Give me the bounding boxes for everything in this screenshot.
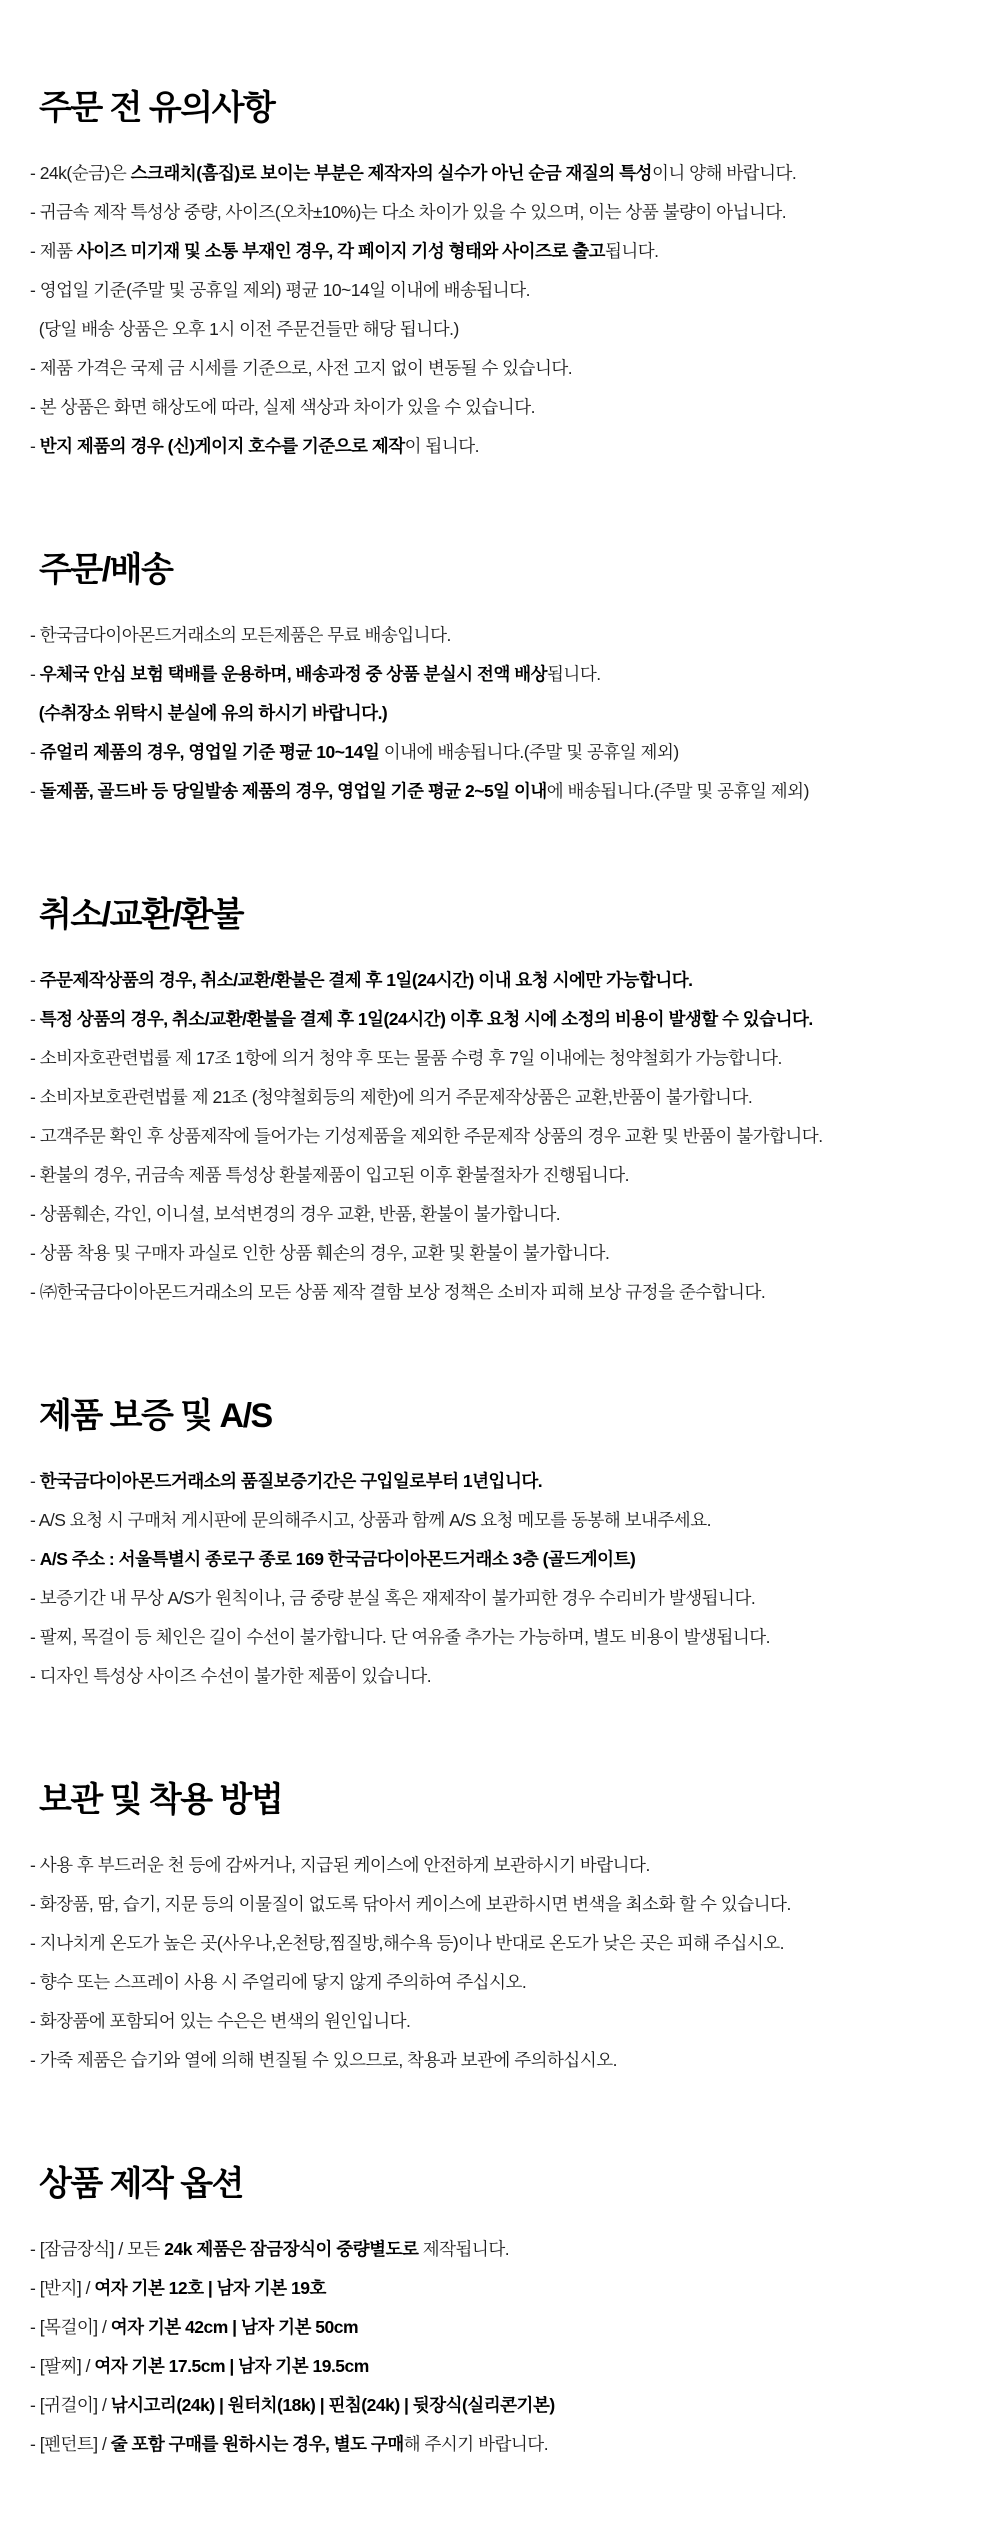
notice-line [30, 1462, 982, 1501]
notice-text: - A/S 요청 시 구매처 게시판에 문의해주시고, 상품과 함께 A/S 요청 메모를 동봉해 보내주세요. [30, 1510, 711, 1530]
notice-text-bold: 여자 기본 42cm | 남자 기본 50cm [110, 2317, 359, 2337]
notice-line [30, 961, 982, 1000]
notice-line [30, 1117, 982, 1156]
notice-text: - 한국금다이아몬드거래소의 모든제품은 무료 배송입니다. [30, 625, 451, 645]
notice-text: - [목걸이] / [30, 2317, 111, 2337]
notice-text: - 상품 착용 및 구매자 과실로 인한 상품 훼손의 경우, 교환 및 환불이 불가합니다. [30, 1243, 610, 1263]
notice-text: - [30, 1471, 40, 1491]
notice-text-bold: 낚시고리(24k) | 원터치(18k) | 핀침(24k) | 뒷장식(실리콘기본) [110, 2395, 555, 2415]
notice-text: - 본 상품은 화면 해상도에 따라, 실제 색상과 차이가 있을 수 있습니다. [30, 397, 535, 417]
notice-text: - 소비자호관련법률 제 17조 1항에 의거 청약 후 또는 물품 수령 후 7일 이내에는 청약철회가 가능합니다. [30, 1048, 782, 1068]
notice-text: - [펜던트] / [30, 2434, 111, 2454]
notice-line [30, 2230, 982, 2269]
notice-section [30, 88, 982, 466]
notice-text: - [반지] / [30, 2278, 95, 2298]
notice-text: 해 주시기 바랍니다. [403, 2434, 549, 2454]
notice-text: - 가죽 제품은 습기와 열에 의해 변질될 수 있으므로, 착용과 보관에 주의하십시오. [30, 2050, 617, 2070]
notice-text-bold: 24k 제품은 잠금장식이 중량별도로 [164, 2239, 419, 2259]
notice-section [30, 895, 982, 1312]
notice-line [30, 2308, 982, 2347]
notice-text: - 보증기간 내 무상 A/S가 원칙이나, 금 중량 분실 혹은 재제작이 불가피한 경우 수리비가 발생됩니다. [30, 1588, 756, 1608]
notice-line [30, 1078, 982, 1117]
section-title: 주문/배송 [39, 551, 173, 589]
notice-text: - [30, 742, 40, 762]
notice-section [30, 1780, 982, 2080]
section-title: 취소/교환/환불 [39, 896, 243, 934]
notice-text-bold: 줄 포함 구매를 원하시는 경우, 별도 구매 [110, 2434, 404, 2454]
notice-text-bold: 사이즈 미기재 및 소통 부재인 경우, 각 페이지 기성 형태와 사이즈로 출고 [76, 241, 605, 261]
notice-text-bold: 한국금다이아몬드거래소의 품질보증기간은 구입일로부터 1년입니다. [39, 1471, 543, 1491]
notice-line [30, 772, 982, 811]
notice-line [30, 1885, 982, 1924]
notice-text: - 소비자보호관련법률 제 21조 (청약철회등의 제한)에 의거 주문제작상품은 교환,반품이 불가합니다. [30, 1087, 753, 1107]
notice-line [30, 1039, 982, 1078]
section-lines [30, 961, 982, 1312]
notice-line [30, 1000, 982, 1039]
notice-text-bold: 돌제품, 골드바 등 당일발송 제품의 경우, 영업일 기준 평균 2~5일 이내 [39, 781, 547, 801]
notice-text: 됩니다. [547, 664, 601, 684]
notice-line [30, 193, 982, 232]
notice-text: - 화장품에 포함되어 있는 수은은 변색의 원인입니다. [30, 2011, 411, 2031]
notice-line [30, 1195, 982, 1234]
notice-text: - [30, 781, 40, 801]
notice-line [30, 388, 982, 427]
section-lines [30, 1462, 982, 1696]
notice-text: 이내에 배송됩니다.(주말 및 공휴일 제외) [379, 742, 679, 762]
notice-line [30, 232, 982, 271]
notice-text: - [귀걸이] / [30, 2395, 111, 2415]
notice-text [30, 703, 39, 723]
notice-text: - 제품 가격은 국제 금 시세를 기준으로, 사전 고지 없이 변동될 수 있습니다. [30, 358, 573, 378]
notice-text: - 제품 [30, 241, 77, 261]
notice-text: - 영업일 기준(주말 및 공휴일 제외) 평균 10~14일 이내에 배송됩니다. [30, 280, 530, 300]
notice-line [30, 154, 982, 193]
notice-line [30, 1924, 982, 1963]
notice-text: - 귀금속 제작 특성상 중량, 사이즈(오차±10%)는 다소 차이가 있을 수 있으며, 이는 상품 불량이 아닙니다. [30, 202, 787, 222]
notice-line [30, 2386, 982, 2425]
notice-line [30, 2269, 982, 2308]
notice-line [30, 1156, 982, 1195]
notice-text: - [30, 436, 40, 456]
notice-text: - 상품훼손, 각인, 이니셜, 보석변경의 경우 교환, 반품, 환불이 불가합니다. [30, 1204, 561, 1224]
notice-section [30, 550, 982, 811]
notice-line [30, 1963, 982, 2002]
notice-text: - 24k(순금)은 [30, 163, 131, 183]
notice-text: - 팔찌, 목걸이 등 체인은 길이 수선이 불가합니다. 단 여유줄 추가는 가능하며, 별도 비용이 발생됩니다. [30, 1627, 771, 1647]
notice-text-bold: 여자 기본 17.5cm | 남자 기본 19.5cm [94, 2356, 369, 2376]
notice-text-bold: 주문제작상품의 경우, 취소/교환/환불은 결제 후 1일(24시간) 이내 요청 시에만 가능합니다. [39, 970, 693, 990]
notice-line [30, 427, 982, 466]
notice-text-bold: 쥬얼리 제품의 경우, 영업일 기준 평균 10~14일 [39, 742, 380, 762]
section-lines [30, 2230, 982, 2464]
notice-line [30, 2347, 982, 2386]
notice-line [30, 2425, 982, 2464]
notice-text: - ㈜한국금다이아몬드거래소의 모든 상품 제작 결함 보상 정책은 소비자 피해 보상 규정을 준수합니다. [30, 1282, 766, 1302]
notice-text: - 환불의 경우, 귀금속 제품 특성상 환불제품이 입고된 이후 환불절차가 진행됩니다. [30, 1165, 630, 1185]
notice-line [30, 310, 982, 349]
notice-text: 이니 양해 바랍니다. [651, 163, 797, 183]
notice-text: - [잠금장식] / 모든 [30, 2239, 165, 2259]
notice-text: - 고객주문 확인 후 상품제작에 들어가는 기성제품을 제외한 주문제작 상품의 경우 교환 및 반품이 불가합니다. [30, 1126, 823, 1146]
notice-line [30, 616, 982, 655]
notice-line [30, 271, 982, 310]
notice-line [30, 1618, 982, 1657]
notice-text: - 디자인 특성상 사이즈 수선이 불가한 제품이 있습니다. [30, 1666, 432, 1686]
section-lines [30, 616, 982, 811]
notice-text: - 화장품, 땀, 습기, 지문 등의 이물질이 없도록 닦아서 케이스에 보관하시면 변색을 최소화 할 수 있습니다. [30, 1894, 791, 1914]
notice-text: - [30, 664, 40, 684]
notice-line [30, 1540, 982, 1579]
notice-line [30, 1846, 982, 1885]
notice-text: 제작됩니다. [418, 2239, 510, 2259]
notice-text: 에 배송됩니다.(주말 및 공휴일 제외) [546, 781, 809, 801]
section-title: 제품 보증 및 A/S [39, 1397, 272, 1435]
notice-line [30, 349, 982, 388]
section-title: 상품 제작 옵션 [39, 2165, 243, 2203]
notice-text-bold: 여자 기본 12호 | 남자 기본 19호 [94, 2278, 326, 2298]
notice-text-bold: (수취장소 위탁시 분실에 유의 하시기 바랍니다.) [38, 703, 388, 723]
notice-section [30, 2164, 982, 2464]
section-title: 보관 및 착용 방법 [39, 1781, 283, 1819]
notice-line [30, 1273, 982, 1312]
notice-text: - [30, 1009, 40, 1029]
section-lines [30, 1846, 982, 2080]
notice-text: - [팔찌] / [30, 2356, 95, 2376]
notice-text-bold: 스크래치(흠집)로 보이는 부분은 제작자의 실수가 아닌 순금 재질의 특성 [130, 163, 652, 183]
notice-text: - [30, 970, 40, 990]
notice-text-bold: A/S 주소 : 서울특별시 종로구 종로 169 한국금다이아몬드거래소 3층 (골드게이트) [39, 1549, 636, 1569]
notice-text: 됩니다. [604, 241, 659, 261]
notice-line [30, 1501, 982, 1540]
notice-line [30, 1657, 982, 1696]
notice-text: 이 됩니다. [404, 436, 479, 456]
notice-section [30, 1396, 982, 1696]
notice-text-bold: 우체국 안심 보험 택배를 운용하며, 배송과정 중 상품 분실시 전액 배상 [39, 664, 548, 684]
notice-text: - 향수 또는 스프레이 사용 시 주얼리에 닿지 않게 주의하여 주십시오. [30, 1972, 527, 1992]
notice-line [30, 733, 982, 772]
notice-text: - 지나치게 온도가 높은 곳(사우나,온천탕,찜질방,해수욕 등)이나 반대로 온도가 낮은 곳은 피해 주십시오. [30, 1933, 785, 1953]
notice-line [30, 1579, 982, 1618]
notice-text-bold: 특정 상품의 경우, 취소/교환/환불을 결제 후 1일(24시간) 이후 요청 시에 소정의 비용이 발생할 수 있습니다. [39, 1009, 813, 1029]
notice-line [30, 655, 982, 694]
notice-line [30, 2041, 982, 2080]
notice-line [30, 1234, 982, 1273]
notice-text-bold: 반지 제품의 경우 (신)게이지 호수를 기준으로 제작 [39, 436, 405, 456]
notice-text: - 사용 후 부드러운 천 등에 감싸거나, 지급된 케이스에 안전하게 보관하시기 바랍니다. [30, 1855, 650, 1875]
section-title: 주문 전 유의사항 [39, 89, 275, 127]
section-lines [30, 154, 982, 466]
notice-text: (당일 배송 상품은 오후 1시 이전 주문건들만 해당 됩니다.) [30, 319, 459, 339]
notice-text: - [30, 1549, 40, 1569]
notice-line [30, 2002, 982, 2041]
notice-line [30, 694, 982, 733]
